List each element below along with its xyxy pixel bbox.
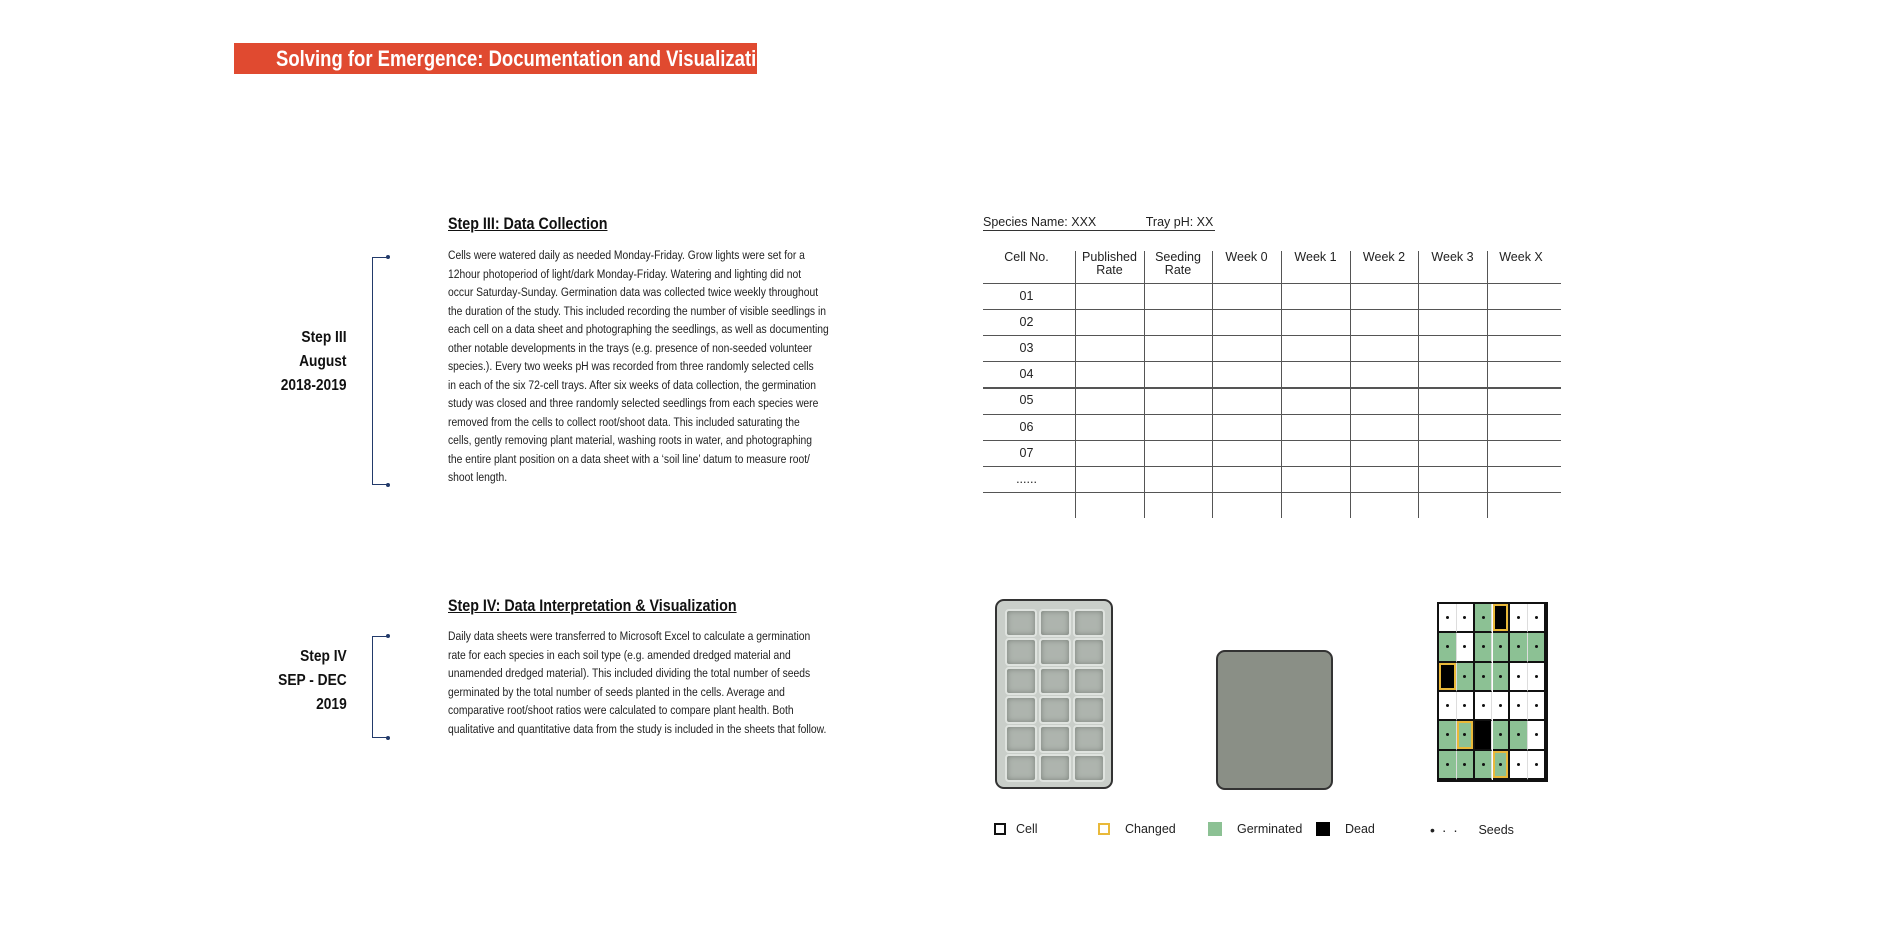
table-row-cell-no: 05	[1019, 393, 1034, 408]
column-header: Week 1	[1294, 250, 1337, 264]
legend-seeds	[1430, 822, 1514, 838]
legend-label: Changed	[1125, 822, 1176, 836]
tray-pocket	[1073, 696, 1105, 724]
seed-dot	[1535, 675, 1538, 678]
seeds-icon: •·∙	[1430, 822, 1465, 838]
empty-tray-photo	[995, 599, 1113, 789]
seed-dot	[1463, 733, 1466, 736]
seed-dot	[1446, 645, 1449, 648]
column-header: Week 3	[1431, 250, 1474, 264]
table-row-cell-no: 03	[1019, 341, 1034, 356]
tray-pocket	[1005, 725, 1037, 753]
table-column-divider	[1212, 251, 1213, 518]
seed-dot	[1482, 645, 1485, 648]
grid-half-cell	[1493, 633, 1511, 662]
seed-dot	[1482, 704, 1485, 707]
step3-bracket	[372, 257, 387, 485]
seed-dot	[1499, 704, 1502, 707]
paragraph-line: occur Saturday-Sunday. Germination data was collected twice weekly throughout	[448, 285, 819, 299]
legend-label: Cell	[1016, 822, 1038, 836]
paragraph-line: rate for each species in each soil type (e.g. amended dredged material and	[448, 647, 791, 662]
table-row-cell-no: 04	[1019, 367, 1034, 382]
paragraph-line: in each of the six 72-cell trays. After six weeks of data collection, the germination	[448, 377, 817, 392]
step4-label-line: 2019	[316, 696, 347, 713]
seed-dot	[1499, 675, 1502, 678]
tray-pocket	[1005, 696, 1037, 724]
table-column-divider	[1281, 251, 1282, 518]
grid-half-cell	[1475, 751, 1493, 780]
grid-half-cell	[1510, 663, 1528, 692]
changed-swatch-icon	[1098, 823, 1110, 835]
tray-pocket	[1039, 725, 1071, 753]
step3-label	[281, 326, 347, 398]
column-header: Week X	[1499, 250, 1543, 264]
paragraph-line: 12hour photoperiod of light/dark Monday-Friday. Watering and lighting did not	[448, 266, 802, 281]
paragraph-line: study was closed and three randomly selected seedlings from each species were	[448, 396, 819, 410]
tray-pocket	[1039, 638, 1071, 666]
seed-dot	[1446, 733, 1449, 736]
table-row-line	[983, 335, 1561, 336]
table-column-divider	[1350, 251, 1351, 518]
paragraph-line: qualitative and quantitative data from the study is included in the sheets that follow.	[448, 721, 827, 736]
legend-dead	[1316, 822, 1375, 836]
grid-half-cell	[1457, 692, 1475, 721]
tray-pocket	[1005, 667, 1037, 695]
legend-label: Seeds	[1478, 823, 1514, 837]
seed-dot	[1517, 675, 1520, 678]
paragraph-line: the duration of the study. This included recording the number of visible seedlings in	[448, 303, 827, 318]
tray-pocket	[1073, 638, 1105, 666]
tray-pocket	[1039, 667, 1071, 695]
seed-dot	[1446, 704, 1449, 707]
grid-half-cell	[1439, 692, 1457, 721]
grid-half-cell	[1475, 604, 1493, 633]
grid-half-cell	[1439, 721, 1457, 750]
grid-half-cell	[1528, 692, 1546, 721]
table-row-line	[983, 492, 1561, 493]
grid-half-cell	[1439, 663, 1457, 692]
paragraph-line: comparative root/shoot ratios were calculated to compare plant health. Both	[448, 703, 794, 717]
grid-half-cell	[1528, 604, 1546, 633]
table-row-line	[983, 440, 1561, 441]
paragraph-line: the entire plant position on a data sheet with a ‘soil line’ datum to measure root/	[448, 451, 810, 466]
seed-dot	[1535, 616, 1538, 619]
step4-label	[278, 645, 347, 717]
seed-dot	[1446, 763, 1449, 766]
grid-half-cell	[1528, 663, 1546, 692]
table-column-divider	[1418, 251, 1419, 518]
legend-cell	[994, 822, 1038, 836]
grid-half-cell	[1528, 751, 1546, 780]
table-column-divider	[1075, 251, 1076, 518]
seed-dot	[1463, 675, 1466, 678]
table-row-cell-no: 07	[1019, 445, 1034, 460]
grid-half-cell	[1439, 633, 1457, 662]
grid-half-cell	[1457, 604, 1475, 633]
tray-pocket	[1073, 725, 1105, 753]
tray-ph: Tray pH: XX	[1145, 215, 1214, 229]
step3-paragraph	[448, 246, 829, 487]
grid-half-cell	[1493, 692, 1511, 721]
paragraph-line: cells, gently removing plant material, washing roots in water, and photographing	[448, 433, 813, 447]
step3-label-line: 2018-2019	[281, 377, 347, 394]
table-row-cell-no: 02	[1019, 315, 1034, 330]
tray-pocket	[1039, 696, 1071, 724]
seed-dot	[1517, 645, 1520, 648]
table-column-divider	[1487, 251, 1488, 518]
paragraph-line: unamended dredged material). This included dividing the total number of seeds	[448, 666, 811, 680]
tray-pocket	[1039, 609, 1071, 637]
table-row-line	[983, 414, 1561, 415]
species-name: Species Name: XXX	[983, 215, 1097, 229]
grid-half-cell	[1528, 633, 1546, 662]
table-row-cell-no: ......	[1016, 471, 1037, 486]
legend-label: Germinated	[1237, 822, 1303, 836]
grid-half-cell	[1475, 663, 1493, 692]
table-row-line	[983, 466, 1561, 467]
tray-pocket	[1005, 609, 1037, 637]
seed-dot	[1463, 616, 1466, 619]
grid-half-cell	[1510, 692, 1528, 721]
seed-dot	[1535, 704, 1538, 707]
seed-dot	[1463, 704, 1466, 707]
grid-half-cell	[1457, 663, 1475, 692]
legend-label: Dead	[1345, 822, 1375, 836]
datasheet-species-line	[983, 215, 1215, 231]
page-title: Solving for Emergence: Documentation and Visualization	[276, 46, 779, 71]
seed-dot	[1535, 763, 1538, 766]
grid-half-cell	[1457, 721, 1475, 750]
germination-grid	[1437, 602, 1548, 782]
column-header: Cell No.	[1004, 250, 1049, 264]
step4-label-line: SEP - DEC	[278, 672, 347, 689]
seed-dot	[1517, 704, 1520, 707]
seed-dot	[1517, 616, 1520, 619]
seed-dot	[1517, 763, 1520, 766]
seed-dot	[1499, 733, 1502, 736]
table-row-line	[983, 283, 1561, 284]
dead-swatch-icon	[1316, 822, 1330, 836]
step3-label-line: August	[299, 353, 347, 370]
tray-pocket	[1073, 667, 1105, 695]
column-header: Week 2	[1362, 250, 1406, 264]
seed-dot	[1535, 645, 1538, 648]
column-header: Seeding Rate	[1155, 250, 1201, 277]
grid-half-cell	[1439, 604, 1457, 633]
germinated-swatch-icon	[1208, 822, 1222, 836]
tray-pocket	[1073, 609, 1105, 637]
grid-half-cell	[1510, 604, 1528, 633]
tray-pocket	[1073, 754, 1105, 782]
seed-dot	[1463, 645, 1466, 648]
seed-dot	[1482, 763, 1485, 766]
seed-dot	[1446, 616, 1449, 619]
seed-dot	[1499, 763, 1502, 766]
grid-half-cell	[1510, 633, 1528, 662]
grid-half-cell	[1439, 751, 1457, 780]
step3-label-line: Step III	[301, 329, 347, 346]
column-header: Published Rate	[1082, 250, 1137, 277]
grid-half-cell	[1493, 751, 1511, 780]
step4-heading: Step IV: Data Interpretation & Visualization	[448, 596, 737, 615]
grid-half-cell	[1493, 663, 1511, 692]
seed-dot	[1482, 616, 1485, 619]
tray-pocket	[1005, 638, 1037, 666]
grid-half-cell	[1528, 721, 1546, 750]
paragraph-line: each cell on a data sheet and photographing the seedlings, as well as documenting	[448, 322, 829, 336]
step4-label-line: Step IV	[300, 648, 347, 665]
seed-dot	[1499, 645, 1502, 648]
grid-half-cell	[1493, 721, 1511, 750]
tray-pocket	[1039, 754, 1071, 782]
paragraph-line: removed from the cells to collect root/shoot data. This included saturating the	[448, 414, 800, 429]
grid-half-cell	[1457, 633, 1475, 662]
seed-dot	[1517, 733, 1520, 736]
grid-half-cell	[1475, 633, 1493, 662]
seed-dot	[1463, 763, 1466, 766]
step4-paragraph	[448, 627, 826, 738]
table-column-divider	[1144, 251, 1145, 518]
legend-germinated	[1208, 822, 1302, 836]
seed-dot	[1482, 675, 1485, 678]
grid-half-cell	[1510, 751, 1528, 780]
step4-bracket	[372, 636, 387, 738]
grid-half-cell	[1493, 604, 1511, 633]
paragraph-line: species.). Every two weeks pH was recorded from three randomly selected cells	[448, 359, 814, 373]
table-row-cell-no: 01	[1019, 289, 1034, 303]
paragraph-line: Daily data sheets were transferred to Microsoft Excel to calculate a germination	[448, 629, 811, 643]
tray-pocket	[1005, 754, 1037, 782]
grid-half-cell	[1475, 692, 1493, 721]
table-row-line	[983, 361, 1561, 362]
cell-swatch-icon	[994, 823, 1006, 835]
table-row-cell-no: 06	[1019, 419, 1034, 434]
grass-icon	[1195, 545, 1355, 790]
column-header: Week 0	[1225, 250, 1268, 264]
grid-half-cell	[1457, 751, 1475, 780]
grid-half-cell	[1510, 721, 1528, 750]
table-row-line	[983, 387, 1561, 388]
paragraph-line: other notable developments in the trays (e.g. presence of non-seeded volunteer	[448, 340, 813, 355]
legend-changed	[1098, 822, 1176, 836]
step3-heading: Step III: Data Collection	[448, 214, 608, 233]
seed-dot	[1535, 733, 1538, 736]
paragraph-line: Cells were watered daily as needed Monday-Friday. Grow lights were set for a	[448, 248, 805, 262]
paragraph-line: germinated by the total number of seeds planted in the cells. Average and	[448, 684, 785, 699]
paragraph-line: shoot length.	[448, 470, 508, 484]
table-row-line	[983, 309, 1561, 310]
grid-half-cell	[1475, 721, 1493, 750]
